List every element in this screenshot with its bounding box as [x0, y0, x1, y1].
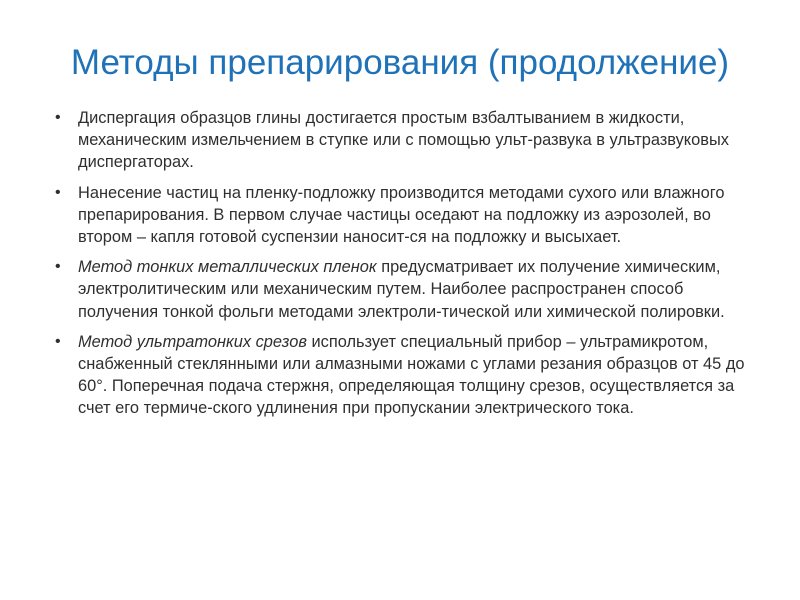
bullet-lead: Метод ультратонких срезов — [78, 332, 307, 351]
bullet-dot-icon: • — [55, 183, 61, 201]
bullet-text: предусматривает их получение химическим, электролитическим или механическим путем. Наиболее распространен способ получения тонкой фольги методами электроли-тической или химической полировки. — [78, 258, 725, 321]
bullet-text: Нанесение частиц на пленку-подложку производится методами сухого или влажного препарирования. В первом случае частицы оседают на подложку из аэрозолей, во втором – капля готовой суспензии наносит-ся на подложку и высыхает. — [78, 183, 725, 247]
bullet-dot-icon: • — [55, 109, 61, 126]
bullet-dot-icon: • — [55, 332, 61, 350]
bullet-list — [50, 107, 766, 428]
bullet-item-dispersion — [50, 107, 766, 174]
bullet-lead: Метод тонких металлических пленок — [78, 258, 377, 277]
bullet-item-deposition — [50, 182, 766, 249]
bullet-item-thin-films — [50, 256, 766, 323]
bullet-dot-icon: • — [55, 258, 61, 276]
bullet-item-ultrathin-sections — [50, 331, 766, 420]
bullet-text: использует специальный прибор – ультрамикротом, снабженный стеклянными или алмазными ножами с углами резания образцов от 45 до 60°. Поперечная подача стержня, определяющая толщину срезов, осуществляется за счет его термиче-ского удлинения при пропускании электрического тока. — [78, 332, 745, 418]
slide-title: Методы препарирования (продолжение) — [70, 43, 730, 82]
bullet-text: Диспергация образцов глины достигается простым взбалтыванием в жидкости, механическим измельчением в ступке или с помощью ульт-развука в ультразвуковых диспергаторах. — [78, 109, 729, 172]
